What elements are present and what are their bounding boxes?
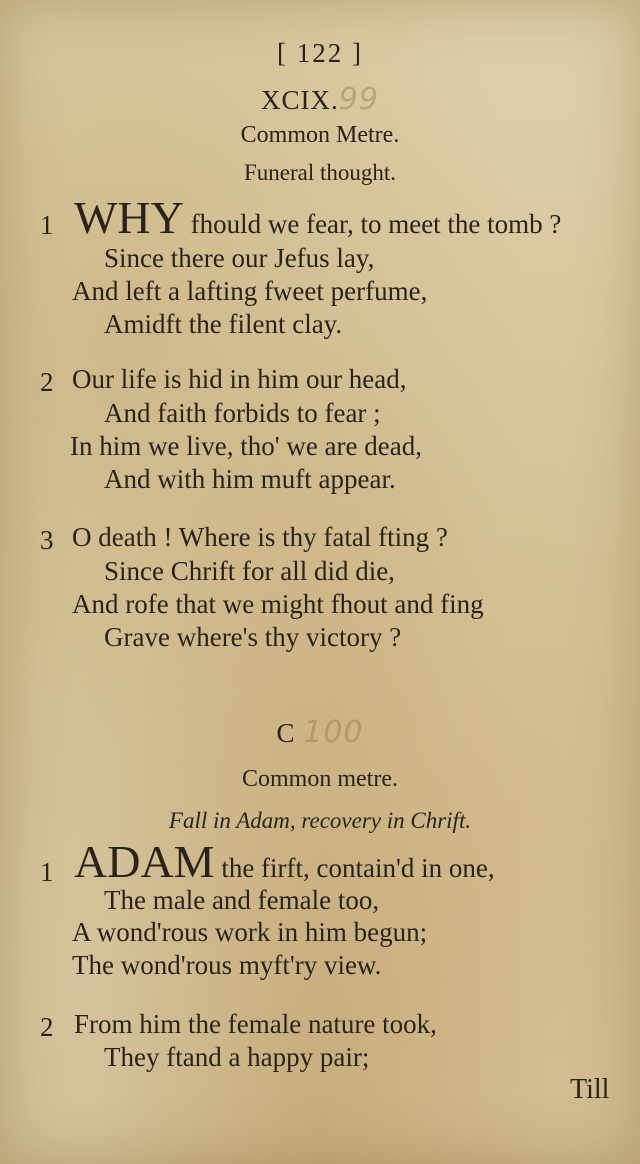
verse-number: 3: [40, 525, 54, 555]
hymn-number-text: C: [276, 718, 296, 748]
hymn-number: [0, 82, 640, 117]
verse-number: 1: [40, 210, 54, 240]
verse-line: O death ! Where is thy fatal fting ?: [72, 522, 448, 552]
verse-line-text: the firft, contain'd in one,: [214, 853, 495, 883]
handwritten-number: 99: [338, 82, 379, 117]
verse-number: 2: [40, 1012, 54, 1042]
verse-number: 1: [40, 857, 54, 887]
hymn-subject: Fall in Adam, recovery in Chrift.: [168, 808, 472, 833]
verse-line: The wond'rous myft'ry view.: [72, 950, 382, 980]
verse-line: The male and female too,: [104, 885, 380, 915]
verse-line: And left a lafting fweet perfume,: [72, 276, 428, 306]
page-number: [ 122 ]: [277, 38, 363, 68]
verse-line: A wond'rous work in him begun;: [72, 917, 428, 947]
verse-line: And rofe that we might fhout and fing: [72, 589, 484, 619]
verse-line: And faith forbids to fear ;: [104, 398, 381, 428]
verse-line: Amidft the filent clay.: [104, 309, 343, 339]
verse-number: 2: [40, 367, 54, 397]
verse-line: They ftand a happy pair;: [104, 1042, 370, 1072]
drop-initial: WHY: [74, 192, 184, 243]
verse-line: Grave where's thy victory ?: [104, 622, 402, 652]
verse-line: And with him muft appear.: [104, 464, 396, 494]
handwritten-number: 100: [303, 715, 364, 750]
verse-line-text: fhould we fear, to meet the tomb ?: [183, 209, 562, 239]
catchword: Till: [570, 1074, 610, 1105]
verse-line: Our life is hid in him our head,: [72, 364, 407, 394]
hymn-meter: Common Metre.: [240, 122, 400, 148]
verse-line: From him the female nature took,: [74, 1009, 437, 1039]
verse-line: [74, 192, 562, 243]
verse-line: Since there our Jefus lay,: [104, 243, 375, 273]
hymn-number: [0, 715, 640, 750]
verse-line: Since Chrift for all did die,: [104, 556, 395, 586]
verse-line: [74, 836, 495, 887]
hymn-subject: Funeral thought.: [243, 160, 397, 185]
drop-initial: ADAM: [74, 836, 215, 887]
verse-line: In him we live, tho' we are dead,: [70, 431, 422, 461]
hymn-number-text: XCIX.: [261, 85, 339, 115]
hymn-meter: Common metre.: [242, 766, 398, 792]
